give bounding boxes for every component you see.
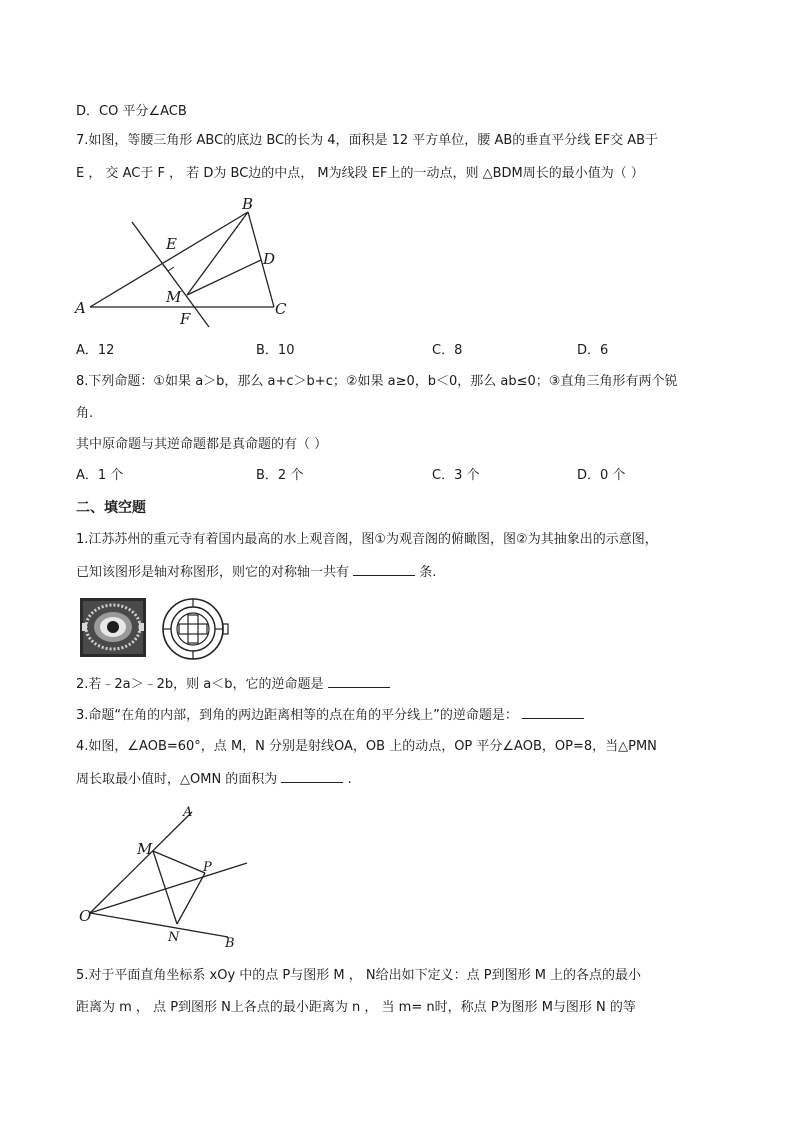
ray-ob <box>90 913 228 937</box>
label-p: P <box>203 860 212 875</box>
label-m: M <box>166 288 182 306</box>
bisector-op <box>90 863 247 913</box>
label-c: C <box>275 300 287 318</box>
q7-option-a: A．12 <box>76 343 115 358</box>
f1-text-line2 <box>76 563 436 583</box>
segment-mn <box>153 851 177 924</box>
f1-text-line1: 1.江苏苏州的重元寺有着国内最高的水上观音阁，图①为观音阁的俯瞰图，图②为其抽象出的示意图， <box>76 532 658 547</box>
f4-answer-blank[interactable] <box>281 770 343 783</box>
figure-2-schematic <box>160 597 230 663</box>
f4-text-line1: 4.如图，∠AOB=60°，点 M，N 分别是射线OA，OB 上的动点，OP 平分∠AOB，OP=8，当△PMN <box>76 739 657 754</box>
f4-text-part1: 周长取最小值时，△OMN 的面积为 <box>76 772 278 787</box>
q7-option-d: D．6 <box>577 343 609 358</box>
f2-answer-blank[interactable] <box>328 675 390 688</box>
q8-text-line3: 其中原命题与其逆命题都是真命题的有（ ） <box>76 437 328 452</box>
segment-mp <box>153 851 205 873</box>
f3-answer-blank[interactable] <box>522 706 584 719</box>
f5-text-line1: 5.对于平面直角坐标系 xOy 中的点 P与图形 M ， N给出如下定义：点 P到图形 M 上的各点的最小 <box>76 968 642 983</box>
f3-text-part1: 3.命题“在角的内部，到角的两边距离相等的点在角的平分线上”的逆命题是： <box>76 708 518 723</box>
segment-bm <box>187 212 248 295</box>
ray-oa <box>90 812 192 913</box>
label-b: B <box>242 195 254 213</box>
f4-text-line2 <box>76 770 352 790</box>
label-m: M <box>137 840 153 858</box>
label-e: E <box>166 235 177 253</box>
q8-option-d: D．0 个 <box>577 468 626 483</box>
label-b: B <box>225 936 235 951</box>
section-heading-fill-in: 二、填空题 <box>76 500 146 516</box>
segment-md <box>187 260 261 295</box>
figure-1-aerial-photo <box>80 598 146 657</box>
f1-text-part1: 已知该图形是轴对称图形，则它的对称轴一共有 <box>76 565 350 580</box>
f3-text <box>76 706 584 726</box>
q8-text-line1: 8.下列命题：①如果 a＞b，那么 a+c＞b+c；②如果 a≥0，b＜0，那么 ab≤0；③直角三角形有两个锐 <box>76 374 678 389</box>
label-a: A <box>75 299 86 317</box>
q7-option-b: B．10 <box>256 343 295 358</box>
label-n: N <box>168 930 180 945</box>
f1-text-part2: 条. <box>419 565 437 580</box>
label-o: O <box>79 907 92 925</box>
q7-text-line2: E ， 交 AC于 F ， 若 D为 BC边的中点， M为线段 EF上的一动点，则 △BDM周长的最小值为（ ） <box>76 166 644 181</box>
q8-option-a: A．1 个 <box>76 468 124 483</box>
q8-option-b: B．2 个 <box>256 468 304 483</box>
label-f: F <box>180 310 191 328</box>
label-d: D <box>263 250 276 268</box>
f1-answer-blank[interactable] <box>353 563 415 576</box>
q7-triangle-figure <box>70 192 310 334</box>
q7-option-c: C．8 <box>432 343 463 358</box>
q7-text-line1: 7.如图，等腰三角形 ABC的底边 BC的长为 4，面积是 12 平方单位，腰 AB的垂直平分线 EF交 AB于 <box>76 133 659 148</box>
f2-text-part1: 2.若﹣2a＞﹣2b，则 a＜b，它的逆命题是 <box>76 677 324 692</box>
q6-option-d: D．CO 平分∠ACB <box>76 104 187 119</box>
q8-text-line2: 角. <box>76 406 94 421</box>
f4-angle-figure <box>75 800 265 955</box>
f2-text <box>76 675 390 695</box>
q8-option-c: C．3 个 <box>432 468 480 483</box>
label-a: A <box>183 805 193 820</box>
f5-text-line2: 距离为 m ， 点 P到图形 N上各点的最小距离为 n ， 当 m= n时，称点 P为图形 M与图形 N 的等 <box>76 1000 636 1015</box>
f4-text-part2: . <box>347 772 352 787</box>
